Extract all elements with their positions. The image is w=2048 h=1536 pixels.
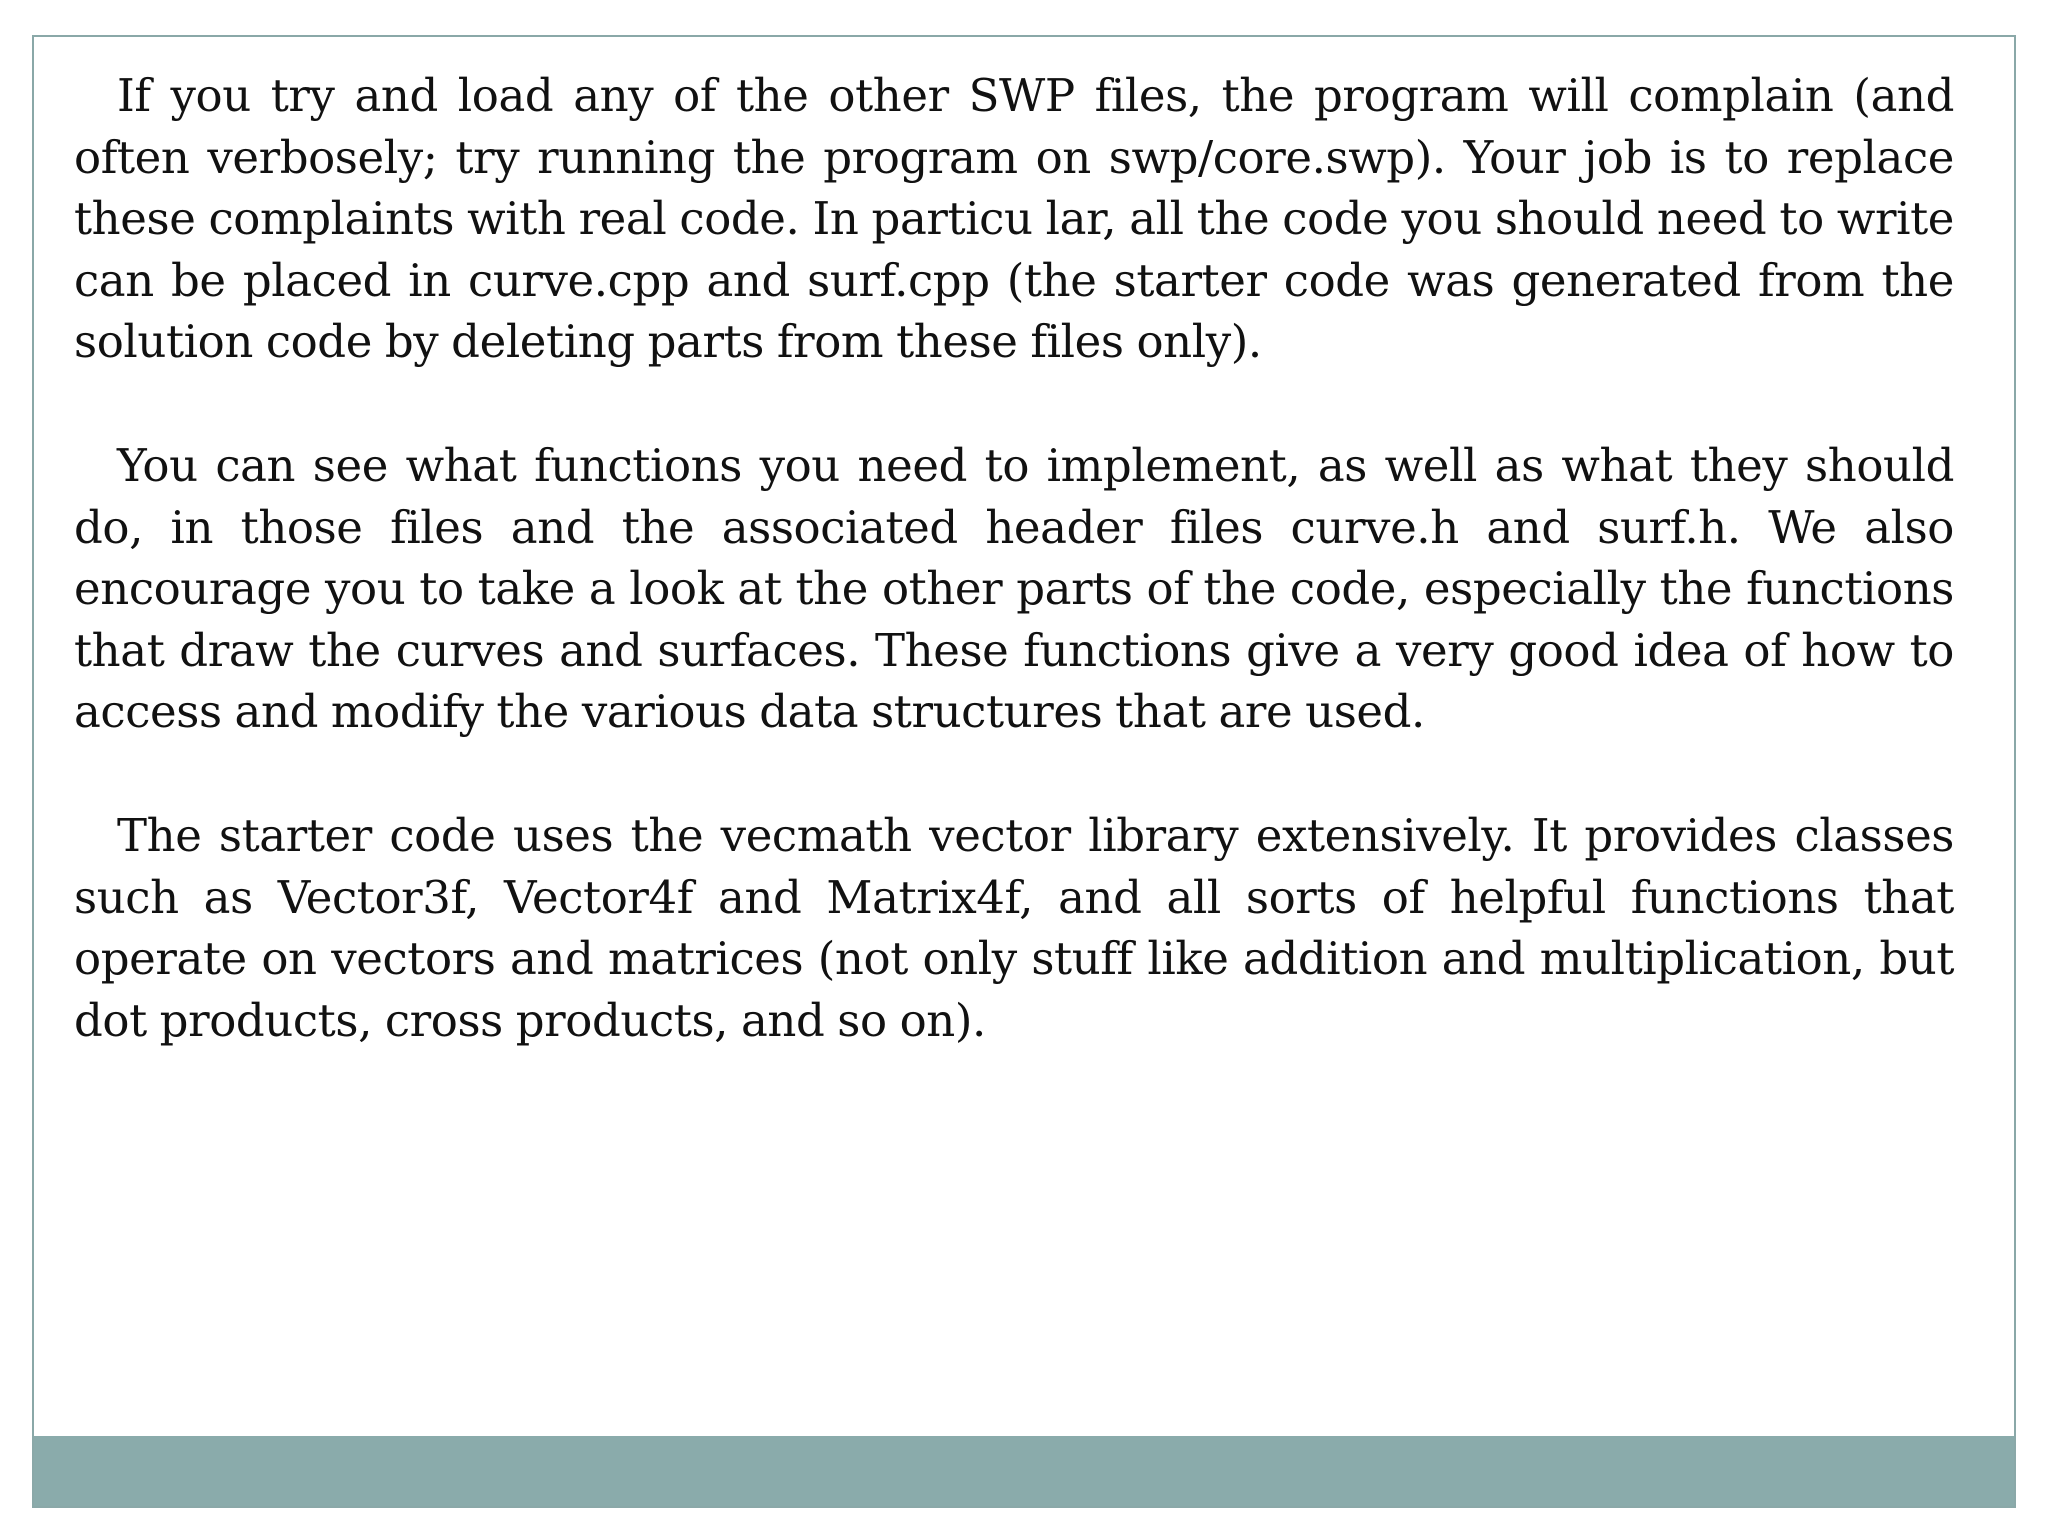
- footer-bar: [34, 1436, 2014, 1506]
- slide-body: [74, 65, 1954, 1113]
- paragraph-swp-files: If you try and load any of the other SWP files, the program will complain (and often verbosely; try running the program on swp/core.swp). Your job is to replace these complaints with real code. In particu lar, all the code you should need to write can be placed in curve.cpp and surf.cpp (the starter code was generated from the solution code by deleting parts from these files only).: [74, 69, 1954, 369]
- paragraph-vecmath: The starter code uses the vecmath vector library extensively. It provides classes such as Vector3f, Vector4f and Matrix4f, and all sorts of helpful functions that operate on vectors and matrices (not only stuff like addition and multiplication, but dot products, cross products, and so on).: [74, 808, 1954, 1047]
- slide-frame: [32, 35, 2016, 1508]
- paragraph-functions: You can see what functions you need to implement, as well as what they should do, in those files and the associated header files curve.h and surf.h. We also encourage you to take a look at the other parts of the code, especially the functions that draw the curves and surfaces. These functions give a very good idea of how to access and modify the various data structures that are used.: [74, 438, 1954, 739]
